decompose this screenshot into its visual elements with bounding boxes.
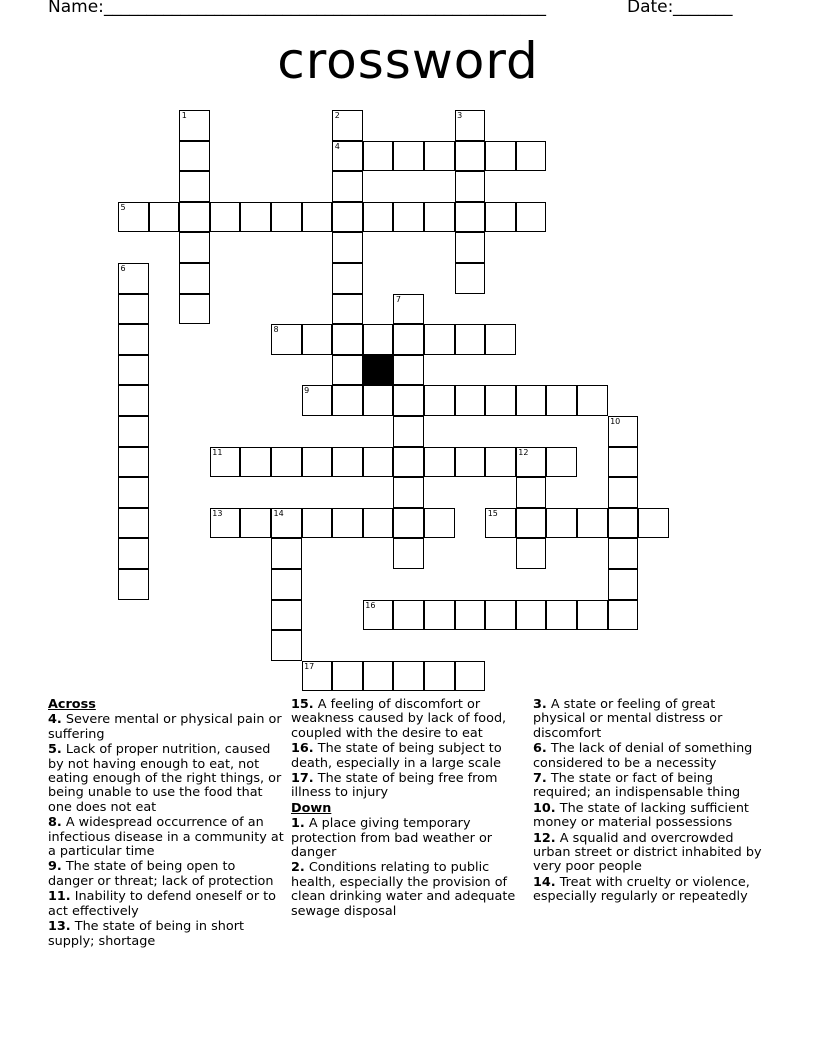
grid-cell[interactable] <box>271 447 302 478</box>
grid-cell[interactable] <box>118 447 149 478</box>
name-line[interactable]: ____________________________________________________ <box>104 0 546 17</box>
across-clue <box>48 743 284 815</box>
grid-cell[interactable] <box>485 447 516 478</box>
grid-cell[interactable] <box>271 569 302 600</box>
clue-number: 1 <box>181 111 187 120</box>
grid-cell[interactable] <box>363 324 394 355</box>
clue-number: 14. <box>533 874 556 890</box>
clue-number: 5 <box>120 202 126 212</box>
down-heading: Down <box>291 800 332 816</box>
clue-number: 14 <box>273 508 284 518</box>
across-heading: Across <box>48 697 96 712</box>
grid-cell[interactable] <box>455 447 486 478</box>
clue-number: 10. <box>533 800 556 816</box>
clue-text: Lack of proper nutrition, caused by not having enough to eat, not eating enough of the right things, or being unable to use the food that one does not eat <box>48 742 282 815</box>
grid-cell[interactable] <box>149 202 180 233</box>
down-clue <box>533 802 769 831</box>
clue-number: 15. <box>291 697 314 712</box>
grid-cell[interactable] <box>577 508 608 539</box>
grid-cell[interactable] <box>546 385 577 416</box>
grid-cell[interactable] <box>638 508 669 539</box>
grid-cell[interactable] <box>455 202 486 233</box>
grid-cell[interactable] <box>485 385 516 416</box>
grid-cell[interactable] <box>393 355 424 386</box>
clue-column-3 <box>533 698 769 906</box>
grid-cell[interactable] <box>302 447 333 478</box>
grid-cell[interactable] <box>516 141 547 172</box>
grid-cell[interactable] <box>516 508 547 539</box>
grid-cell[interactable] <box>363 661 394 692</box>
clue-text: The state of lacking sufficient money or material possessions <box>533 800 749 831</box>
grid-cell[interactable] <box>577 600 608 631</box>
grid-cell[interactable] <box>271 600 302 631</box>
clue-column-2 <box>291 698 519 920</box>
grid-cell[interactable] <box>271 202 302 233</box>
down-clue <box>533 698 769 741</box>
grid-cell[interactable] <box>455 263 486 294</box>
grid-cell[interactable] <box>608 477 639 508</box>
grid-cell[interactable] <box>332 661 363 692</box>
clue-text: The state of being subject to death, especially in a large scale <box>291 741 502 771</box>
grid-cell[interactable] <box>179 171 210 202</box>
clue-list <box>0 698 816 998</box>
grid-cell[interactable] <box>393 385 424 416</box>
grid-cell[interactable] <box>393 141 424 172</box>
grid-cell[interactable] <box>455 324 486 355</box>
grid-cell[interactable] <box>332 232 363 263</box>
clue-column-1 <box>48 698 284 950</box>
clue-number: 3. <box>533 697 547 712</box>
clue-number: 4. <box>48 712 62 728</box>
grid-cell[interactable] <box>179 294 210 325</box>
grid-cell[interactable] <box>516 477 547 508</box>
grid-cell[interactable] <box>393 600 424 631</box>
clue-number: 5. <box>48 742 62 758</box>
clue-number: 6 <box>120 264 126 273</box>
clue-text: The state of being open to danger or threat; lack of protection <box>48 859 274 889</box>
grid-cell[interactable] <box>118 385 149 416</box>
grid-cell[interactable] <box>271 538 302 569</box>
grid-cell[interactable] <box>210 202 241 233</box>
grid-cell[interactable] <box>516 600 547 631</box>
grid-cell[interactable] <box>332 263 363 294</box>
grid-cell[interactable] <box>608 508 639 539</box>
date-label: Date: <box>627 0 679 17</box>
clue-number: 8 <box>273 325 279 335</box>
grid-cell[interactable] <box>118 355 149 386</box>
grid-cell[interactable] <box>302 385 333 416</box>
grid-cell[interactable] <box>302 661 333 692</box>
grid-cell[interactable] <box>455 661 486 692</box>
across-clue <box>291 698 519 741</box>
grid-cell[interactable] <box>424 324 455 355</box>
clue-number: 2. <box>291 860 305 876</box>
clue-number: 17. <box>291 771 314 787</box>
across-clue <box>48 920 284 949</box>
grid-cell[interactable] <box>393 508 424 539</box>
clue-text: A place giving temporary protection from bad weather or danger <box>291 816 493 861</box>
clue-text: The state or fact of being required; an indispensable thing <box>533 771 741 801</box>
grid-cell[interactable] <box>546 600 577 631</box>
grid-cell[interactable] <box>332 508 363 539</box>
grid-cell[interactable] <box>424 508 455 539</box>
grid-cell[interactable] <box>332 324 363 355</box>
clue-number: 9 <box>304 386 310 396</box>
clue-text: The state of being free from illness to injury <box>291 771 498 801</box>
across-clue <box>48 713 284 742</box>
grid-cell[interactable] <box>546 508 577 539</box>
grid-cell[interactable] <box>393 324 424 355</box>
clue-number: 11 <box>212 447 223 457</box>
grid-cell[interactable] <box>455 385 486 416</box>
grid-cell[interactable] <box>363 385 394 416</box>
clue-number: 9. <box>48 859 62 875</box>
grid-cell[interactable] <box>455 110 486 141</box>
grid-cell[interactable] <box>393 294 424 325</box>
clue-text: A feeling of discomfort or weakness caused by lack of food, coupled with the desire to eat <box>291 697 507 741</box>
grid-cell[interactable] <box>332 294 363 325</box>
grid-cell[interactable] <box>424 141 455 172</box>
grid-cell[interactable] <box>455 141 486 172</box>
name-label: Name: <box>48 0 110 17</box>
grid-cell[interactable] <box>179 110 210 141</box>
grid-cell[interactable] <box>608 447 639 478</box>
down-clue <box>533 772 769 801</box>
grid-cell[interactable] <box>240 447 271 478</box>
grid-cell[interactable] <box>363 141 394 172</box>
grid-cell[interactable] <box>118 324 149 355</box>
grid-cell[interactable] <box>332 171 363 202</box>
grid-cell[interactable] <box>608 538 639 569</box>
clue-number: 3 <box>457 111 463 120</box>
clue-text: Severe mental or physical pain or suffering <box>48 712 282 742</box>
grid-cell[interactable] <box>393 416 424 447</box>
grid-cell[interactable] <box>363 447 394 478</box>
grid-cell[interactable] <box>363 508 394 539</box>
clue-text: A squalid and overcrowded urban street or district inhabited by very poor people <box>533 830 762 875</box>
down-clue <box>291 817 519 860</box>
clue-text: Conditions relating to public health, especially the provision of clean drinking water and adequate sewage disposal <box>291 860 516 919</box>
grid-cell[interactable] <box>363 600 394 631</box>
grid-cell[interactable] <box>302 202 333 233</box>
grid-cell[interactable] <box>363 202 394 233</box>
clue-number: 11. <box>48 889 71 905</box>
grid-cell[interactable] <box>118 294 149 325</box>
grid-cell[interactable] <box>332 141 363 172</box>
clue-number: 12 <box>518 447 529 457</box>
clue-number: 4 <box>334 141 340 151</box>
grid-cell[interactable] <box>608 416 639 447</box>
clue-number: 6. <box>533 741 547 757</box>
clue-number: 8. <box>48 815 62 831</box>
grid-cell[interactable] <box>118 508 149 539</box>
grid-cell[interactable] <box>485 141 516 172</box>
grid-cell[interactable] <box>455 171 486 202</box>
grid-cell[interactable] <box>118 263 149 294</box>
clue-text: The lack of denial of something considered to be a necessity <box>533 741 753 771</box>
grid-cell[interactable] <box>485 508 516 539</box>
grid-cell[interactable] <box>271 630 302 661</box>
grid-cell[interactable] <box>332 202 363 233</box>
grid-cell[interactable] <box>608 600 639 631</box>
grid-cell[interactable] <box>118 569 149 600</box>
down-clue <box>533 832 769 875</box>
clue-number: 16 <box>365 600 376 610</box>
clue-number: 7. <box>533 771 547 787</box>
grid-cell[interactable] <box>271 324 302 355</box>
grid-cell[interactable] <box>516 385 547 416</box>
clue-number: 2 <box>334 111 340 120</box>
grid-cell[interactable] <box>179 232 210 263</box>
grid-cell[interactable] <box>546 447 577 478</box>
grid-cell[interactable] <box>179 141 210 172</box>
clue-text: Treat with cruelty or violence, especially regularly or repeatedly <box>533 874 750 905</box>
clue-number: 10 <box>610 417 621 426</box>
grid-cell[interactable] <box>240 508 271 539</box>
grid-cell[interactable] <box>393 538 424 569</box>
grid-cell[interactable] <box>516 538 547 569</box>
grid-cell[interactable] <box>424 447 455 478</box>
clue-text: Inability to defend oneself or to act effectively <box>48 889 277 919</box>
grid-cell[interactable] <box>332 447 363 478</box>
across-clue <box>291 742 519 771</box>
date-line[interactable]: _______ <box>673 0 733 17</box>
grid-cell[interactable] <box>424 202 455 233</box>
clue-number: 7 <box>395 294 401 304</box>
grid-cell[interactable] <box>424 385 455 416</box>
grid-cell[interactable] <box>271 508 302 539</box>
grid-cell[interactable] <box>393 447 424 478</box>
grid-cell[interactable] <box>485 600 516 631</box>
grid-cell[interactable] <box>332 355 363 386</box>
grid-cell[interactable] <box>455 600 486 631</box>
grid-cell[interactable] <box>210 447 241 478</box>
clue-number: 17 <box>304 661 315 671</box>
grid-cell[interactable] <box>455 232 486 263</box>
across-clue <box>291 772 519 801</box>
grid-cell[interactable] <box>240 202 271 233</box>
across-clue <box>48 890 284 919</box>
grid-cell[interactable] <box>577 385 608 416</box>
clue-number: 1. <box>291 816 305 832</box>
grid-cell[interactable] <box>393 202 424 233</box>
across-clue <box>48 816 284 859</box>
clue-number: 13. <box>48 919 71 935</box>
across-clue <box>48 860 284 889</box>
clue-number: 13 <box>212 508 223 518</box>
down-clue <box>533 876 769 905</box>
clue-number: 12. <box>533 830 556 846</box>
block-cell <box>363 355 394 386</box>
grid-cell[interactable] <box>485 324 516 355</box>
down-clue <box>291 861 519 919</box>
grid-cell[interactable] <box>424 600 455 631</box>
clue-number: 15 <box>487 508 498 518</box>
grid-cell[interactable] <box>118 416 149 447</box>
grid-cell[interactable] <box>118 477 149 508</box>
grid-cell[interactable] <box>118 538 149 569</box>
grid-cell[interactable] <box>210 508 241 539</box>
grid-cell[interactable] <box>424 661 455 692</box>
grid-cell[interactable] <box>332 110 363 141</box>
grid-cell[interactable] <box>302 508 333 539</box>
grid-cell[interactable] <box>516 447 547 478</box>
grid-cell[interactable] <box>393 661 424 692</box>
grid-cell[interactable] <box>516 202 547 233</box>
grid-cell[interactable] <box>485 202 516 233</box>
grid-cell[interactable] <box>179 202 210 233</box>
grid-cell[interactable] <box>302 324 333 355</box>
clue-text: A widespread occurrence of an infectious disease in a community at a particular time <box>48 815 284 860</box>
down-clue <box>533 742 769 771</box>
grid-cell[interactable] <box>118 202 149 233</box>
grid-cell[interactable] <box>608 569 639 600</box>
grid-cell[interactable] <box>393 477 424 508</box>
clue-text: The state of being in short supply; shortage <box>48 919 244 949</box>
grid-cell[interactable] <box>332 385 363 416</box>
clue-number: 16. <box>291 741 314 757</box>
page-title: crossword <box>277 32 539 90</box>
grid-cell[interactable] <box>179 263 210 294</box>
clue-text: A state or feeling of great physical or mental distress or discomfort <box>533 697 723 741</box>
